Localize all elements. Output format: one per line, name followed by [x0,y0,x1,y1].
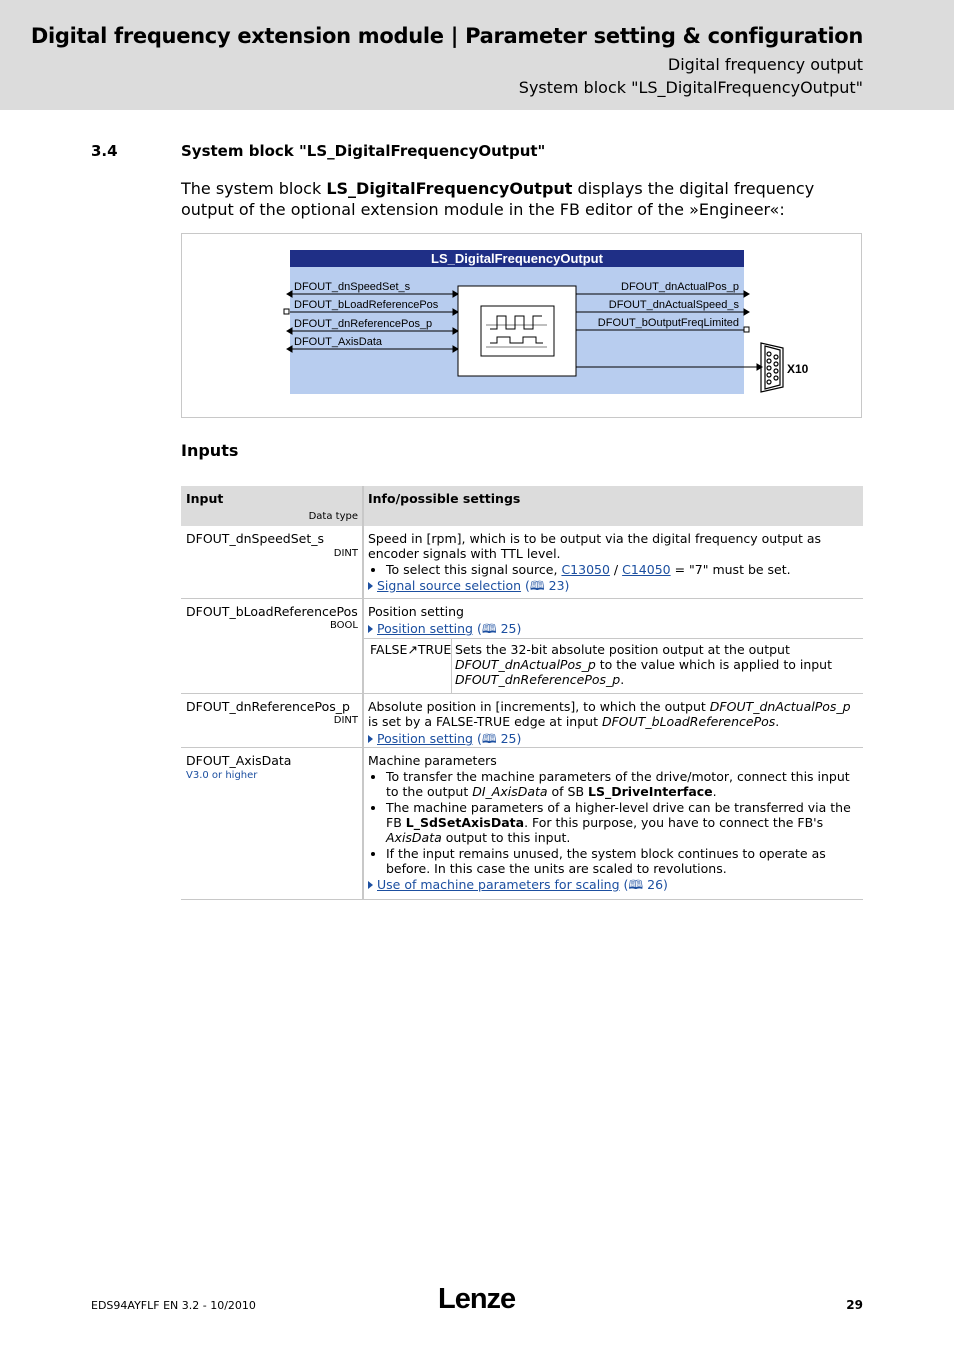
signal-source-link[interactable]: Signal source selection [377,578,522,593]
info-text-part: . [775,714,780,729]
header-datatype-label: Data type [308,511,358,522]
page-ref[interactable]: 26 [647,877,664,892]
header-cell-info: Info/possible settings [364,486,863,526]
block-name: LS_DriveInterface [588,784,713,799]
list-item: • If the input remains unused, the system block continues to operate as before. In this case the units are scaled to revolutions. [386,846,859,876]
bullet-text: The machine parameters of a higher-level drive can be transferred via the FB [386,800,851,830]
bullet-text: . For this purpose, you have to connect the FB's [524,815,824,830]
page-ref[interactable]: 25 [500,731,517,746]
info-text-part: is set by a FALSE-TRUE edge at input [368,714,602,729]
info-text: Speed in [rpm], which is to be output via the digital frequency output as encoder signals with TTL level. [368,531,822,561]
intro-paragraph [181,178,871,220]
function-box [458,286,576,376]
header-subtitle-1: Digital frequency output [667,55,863,74]
code-link-c13050[interactable]: C13050 [561,562,610,577]
info-list [368,562,859,577]
book-icon: 🕮 [481,731,497,746]
list-item [386,800,859,845]
arrow-right-icon [368,625,373,633]
machine-parameters-link[interactable]: Use of machine parameters for scaling [377,877,620,892]
book-icon: 🕮 [529,578,545,593]
input-label-axisdata: DFOUT_AxisData [294,336,383,348]
book-icon: 🕮 [481,621,497,636]
footer-doc-id: EDS94AYFLF EN 3.2 - 10/2010 [91,1299,256,1312]
signal-name: DFOUT_dnActualPos_p [455,657,596,672]
bullet-text: To select this signal source, [386,562,562,577]
info-text: Machine parameters [368,753,497,768]
cross-reference: Position setting (🕮 25) [368,621,859,636]
output-label-actualpos: DFOUT_dnActualPos_p [621,281,739,293]
block-title: LS_DigitalFrequencyOutput [431,251,603,266]
signal-name: AxisData [386,830,442,845]
section-number: 3.4 [91,142,118,160]
edge-label: FALSE↗TRUE [370,642,452,657]
book-icon: 🕮 [628,877,644,892]
edge-text: to the value which is applied to input [595,657,833,672]
connector-label: X10 [787,362,809,376]
signal-name: DFOUT_dnActualPos_p [709,699,851,714]
info-cell [364,748,863,899]
sub-divider [451,639,452,694]
edge-text: . [620,672,625,687]
data-type: DINT [333,715,358,726]
info-text-part: Absolute position in [increments], to which the output [368,699,710,714]
figure-frame [181,233,862,418]
input-name: DFOUT_dnSpeedSet_s [186,531,325,546]
arrow-right-icon [368,735,373,743]
intro-block-name: LS_DigitalFrequencyOutput [326,179,573,198]
arrow-right-icon [368,881,373,889]
input-label-loadrefpos: DFOUT_bLoadReferencePos [294,299,439,311]
table-row [181,599,863,694]
input-name-cell [181,599,362,693]
input-name-cell [181,526,362,598]
signal-name: DFOUT_dnReferencePos_p [455,672,621,687]
input-name: DFOUT_dnReferencePos_p [186,699,350,714]
header-input-label: Input [186,491,224,506]
page-header [0,0,954,110]
output-label-actualspeed: DFOUT_dnActualSpeed_s [608,299,739,311]
intro-text-post: displays the digital frequency output of the optional extension module in the FB editor of the »Engineer«: [181,179,815,219]
input-name-cell [181,694,362,747]
input-name-cell [181,748,362,899]
logo-text: Lenze [438,1284,516,1314]
input-label-speedset: DFOUT_dnSpeedSet_s [294,281,411,293]
header-title: Digital frequency extension module | Parameter setting & configuration [30,24,863,48]
bullet-text-end: = "7" must be set. [670,562,791,577]
table-row [181,526,863,599]
bullet-text: To transfer the machine parameters of the drive/motor, connect this input to the output [386,769,850,799]
inputs-heading: Inputs [181,441,239,460]
info-text: Position setting [368,604,464,619]
input-arrow-speedset [287,291,292,297]
edge-text: Sets the 32-bit absolute position output at the output [455,642,790,657]
cross-reference: Use of machine parameters for scaling (🕮 26) [368,877,859,892]
block-name: L_SdSetAxisData [405,815,525,830]
input-name: DFOUT_bLoadReferencePos [186,604,358,619]
intro-text-pre: The system block [181,179,327,198]
bullet-text: of SB [547,784,589,799]
data-type: DINT [333,548,358,559]
column-divider [362,486,364,900]
signal-name: DI_AxisData [472,784,548,799]
code-link-c14050[interactable]: C14050 [622,562,671,577]
bullet-text: . [712,784,717,799]
bullet-text: output to this input. [441,830,571,845]
separator: / [609,562,623,577]
edge-description [455,642,855,687]
input-arrow-refpos [287,328,292,334]
input-label-refpos: DFOUT_dnReferencePos_p [294,318,433,330]
list-item [386,562,859,577]
lenze-logo [438,1284,518,1318]
position-setting-link[interactable]: Position setting [377,731,473,746]
list-item [386,769,859,799]
cross-reference: Signal source selection (🕮 23) [368,578,859,593]
cross-reference: Position setting (🕮 25) [368,731,859,746]
info-cell [364,599,863,693]
input-name: DFOUT_AxisData [186,753,292,768]
output-label-freqlimited: DFOUT_bOutputFreqLimited [597,317,739,329]
signal-name: DFOUT_bLoadReferencePos [601,714,776,729]
page-number: 29 [846,1298,863,1312]
position-setting-link[interactable]: Position setting [377,621,473,636]
page-ref[interactable]: 23 [548,578,565,593]
sub-table-row [364,638,863,694]
info-text [368,699,859,729]
arrow-right-icon [368,582,373,590]
data-type: BOOL [330,620,358,631]
info-cell [364,694,863,747]
section-title: System block "LS_DigitalFrequencyOutput" [181,142,546,160]
bool-input-pin [284,309,289,314]
version-note: V3.0 or higher [186,770,258,781]
header-subtitle-2: System block "LS_DigitalFrequencyOutput" [518,78,863,97]
table-row [181,748,863,900]
page-ref[interactable]: 25 [500,621,517,636]
fb-diagram [181,233,862,418]
sub-d-connector-icon [761,343,783,392]
table-row [181,694,863,748]
table-header-row [181,486,863,526]
info-list [368,769,859,876]
input-arrow-axisdata [287,346,292,352]
info-cell [364,526,863,598]
header-cell-input [181,486,362,526]
